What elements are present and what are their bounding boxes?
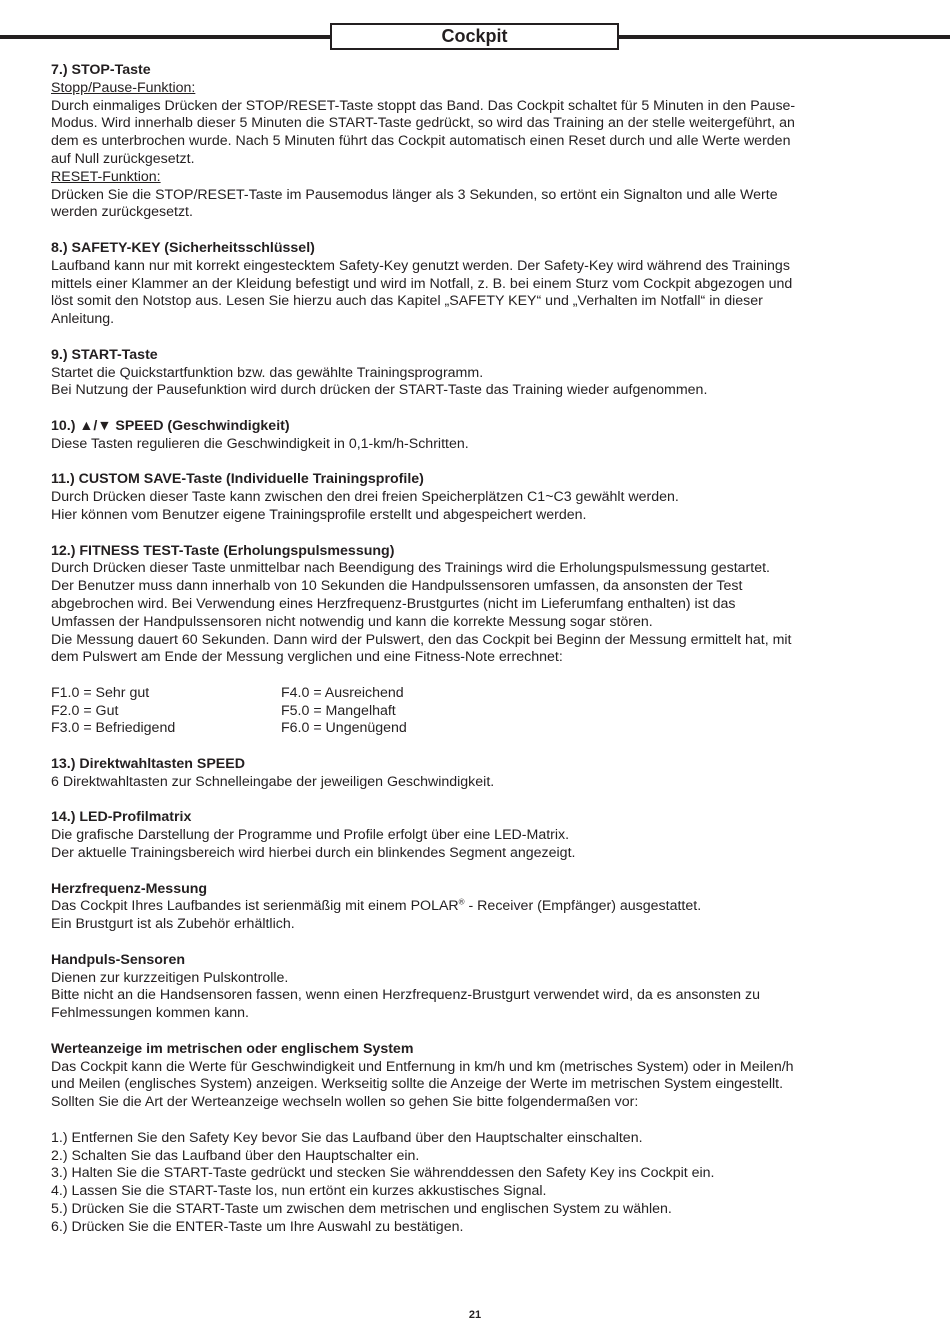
text-line: Durch einmaliges Drücken der STOP/RESET-Taste stoppt das Band. Das Cockpit schaltet für 5 Minuten in den Pause- (51, 97, 796, 114)
section-led-matrix (51, 809, 901, 862)
step-item: 1.) Entfernen Sie den Safety Key bevor Sie das Laufband über den Hauptschalter einschalten. (51, 1129, 643, 1146)
grade-item: F6.0 = Ungenügend (281, 720, 407, 737)
unit-switch-steps (51, 1130, 901, 1237)
grade-item: F1.0 = Sehr gut (51, 684, 150, 701)
text-line: Ein Brustgurt ist als Zubehör erhältlich. (51, 916, 295, 933)
section-custom-save (51, 471, 901, 524)
section-start-key (51, 347, 901, 400)
section-heading: 12.) FITNESS TEST-Taste (Erholungspulsmessung) (51, 542, 395, 559)
text-line: Hier können vom Benutzer eigene Trainingsprofile erstellt und abgespeichert werden. (51, 506, 587, 523)
section-unit-system (51, 1041, 901, 1112)
section-stop-key (51, 62, 901, 222)
fitness-grade-table (51, 685, 901, 738)
text-line: 6 Direktwahltasten zur Schnelleingabe der jeweiligen Geschwindigkeit. (51, 773, 495, 790)
text-line: auf Null zurückgesetzt. (51, 150, 195, 167)
text-line: abgebrochen wird. Bei Verwendung eines Herzfrequenz-Brustgurtes (nicht im Lieferumfang enthalten) ist das (51, 595, 736, 612)
header-rule-left (0, 35, 332, 39)
text-fragment: Das Cockpit Ihres Laufbandes ist serienmäßig mit einem POLAR (51, 898, 459, 915)
header-rule-right (619, 35, 950, 39)
text-line: Umfassen der Handpulssensoren nicht notwendig und kann die korrekte Messung sogar stören. (51, 613, 653, 630)
section-heading: 8.) SAFETY-KEY (Sicherheitsschlüssel) (51, 239, 315, 256)
text-line: dem Pulswert am Ende der Messung verglichen und eine Fitness-Note errechnet: (51, 649, 563, 666)
subheading: Stopp/Pause-Funktion: (51, 79, 196, 96)
text-line: Bitte nicht an die Handsensoren fassen, wenn einen Herzfrequenz-Brustgurt verwendet wird, da es ansonsten zu (51, 987, 760, 1004)
text-line: dem es unterbrochen wurde. Nach 5 Minuten führt das Cockpit automatisch einen Reset durch und alle Werte werden (51, 133, 791, 150)
text-line: Die grafische Darstellung der Programme und Profile erfolgt über eine LED-Matrix. (51, 827, 570, 844)
section-heading: Handpuls-Sensoren (51, 951, 186, 968)
text-line: Modus. Wird innerhalb dieser 5 Minuten die START-Taste gedrückt, so wird das Training an der stelle weitergeführt, an (51, 115, 795, 132)
text-line (51, 898, 901, 916)
text-line: Durch Drücken dieser Taste unmittelbar nach Beendigung des Trainings wird die Erholungspulsmessung gestartet. (51, 560, 770, 577)
section-heading: 10.) ▲/▼ SPEED (Geschwindigkeit) (51, 417, 290, 434)
grade-item: F4.0 = Ausreichend (281, 684, 404, 701)
text-line: werden zurückgesetzt. (51, 204, 193, 221)
step-item: 5.) Drücken Sie die START-Taste um zwischen dem metrischen und englischen System zu wählen. (51, 1201, 672, 1217)
section-heading: 9.) START-Taste (51, 346, 158, 363)
grade-item: F5.0 = Mangelhaft (281, 702, 396, 719)
subheading: RESET-Funktion: (51, 168, 161, 185)
text-line: löst somit den Notstop aus. Lesen Sie hierzu auch das Kapitel „SAFETY KEY“ und „Verhalten im Notfall“ in dieser (51, 293, 763, 310)
text-line: mittels einer Klammer an der Kleidung befestigt und wird im Notfall, z. B. bei einem Sturz vom Cockpit abgezogen und (51, 275, 793, 292)
text-line: Der Benutzer muss dann innerhalb von 10 Sekunden die Handpulssensoren umfassen, da ansonsten der Test (51, 578, 743, 595)
grade-item: F3.0 = Befriedigend (51, 720, 176, 737)
section-safety-key (51, 240, 901, 329)
registered-mark: ® (458, 897, 465, 907)
text-fragment: - Receiver (Empfänger) ausgestattet. (464, 898, 702, 915)
text-line: Durch Drücken dieser Taste kann zwischen den drei freien Speicherplätzen C1~C3 gewählt werden. (51, 489, 679, 506)
section-heading: Herzfrequenz-Messung (51, 880, 208, 897)
section-heading: 11.) CUSTOM SAVE-Taste (Individuelle Trainingsprofile) (51, 471, 424, 488)
text-line: Sollten Sie die Art der Werteanzeige wechseln wollen so gehen Sie bitte folgendermaßen vor: (51, 1094, 639, 1111)
text-line: Bei Nutzung der Pausefunktion wird durch drücken der START-Taste das Training wieder aufgenommen. (51, 382, 708, 399)
step-item: 2.) Schalten Sie das Laufband über den Hauptschalter ein. (51, 1147, 420, 1164)
section-heart-rate (51, 881, 901, 934)
page-number: 21 (468, 1309, 482, 1321)
text-line: Laufband kann nur mit korrekt eingestecktem Safety-Key genutzt werden. Der Safety-Key wird während des Trainings (51, 257, 790, 274)
text-line: Diese Tasten regulieren die Geschwindigkeit in 0,1-km/h-Schritten. (51, 435, 469, 452)
section-heading: Werteanzeige im metrischen oder englischem System (51, 1040, 414, 1057)
text-line: Startet die Quickstartfunktion bzw. das gewählte Trainingsprogramm. (51, 364, 484, 381)
text-line: Dienen zur kurzzeitigen Pulskontrolle. (51, 969, 289, 986)
grade-item: F2.0 = Gut (51, 702, 119, 719)
text-line: und Meilen (englisches System) anzeigen. Werkseitig sollte die Anzeige der Werte im metrischen System eingestellt. (51, 1076, 784, 1093)
document-body (51, 62, 901, 1254)
section-direct-keys (51, 756, 901, 792)
text-line: Das Cockpit kann die Werte für Geschwindigkeit und Entfernung in km/h und km (metrisches System) oder in Meilen/h (51, 1058, 794, 1075)
section-heading: 13.) Direktwahltasten SPEED (51, 756, 245, 773)
page-title (330, 23, 619, 50)
section-speed-keys (51, 418, 901, 454)
page-title-text: Cockpit (441, 26, 508, 46)
text-line: Der aktuelle Trainingsbereich wird hierbei durch ein blinkendes Segment angezeigt. (51, 845, 576, 862)
step-item: 6.) Drücken Sie die ENTER-Taste um Ihre Auswahl zu bestätigen. (51, 1218, 464, 1235)
section-heading: 7.) STOP-Taste (51, 62, 151, 78)
text-line: Anleitung. (51, 311, 115, 328)
step-item: 3.) Halten Sie die START-Taste gedrückt und stecken Sie währenddessen den Safety Key ins Cockpit ein. (51, 1165, 715, 1182)
section-fitness-test (51, 543, 901, 668)
section-heading: 14.) LED-Profilmatrix (51, 809, 192, 826)
text-line: Fehlmessungen kommen kann. (51, 1005, 249, 1022)
section-hand-sensors (51, 952, 901, 1023)
step-item: 4.) Lassen Sie die START-Taste los, nun ertönt ein kurzes akkustisches Signal. (51, 1183, 547, 1200)
text-line: Drücken Sie die STOP/RESET-Taste im Pausemodus länger als 3 Sekunden, so ertönt ein Signalton und alle Werte (51, 186, 778, 203)
text-line: Die Messung dauert 60 Sekunden. Dann wird der Pulswert, den das Cockpit bei Beginn der Messung ermittelt hat, mit (51, 631, 792, 648)
